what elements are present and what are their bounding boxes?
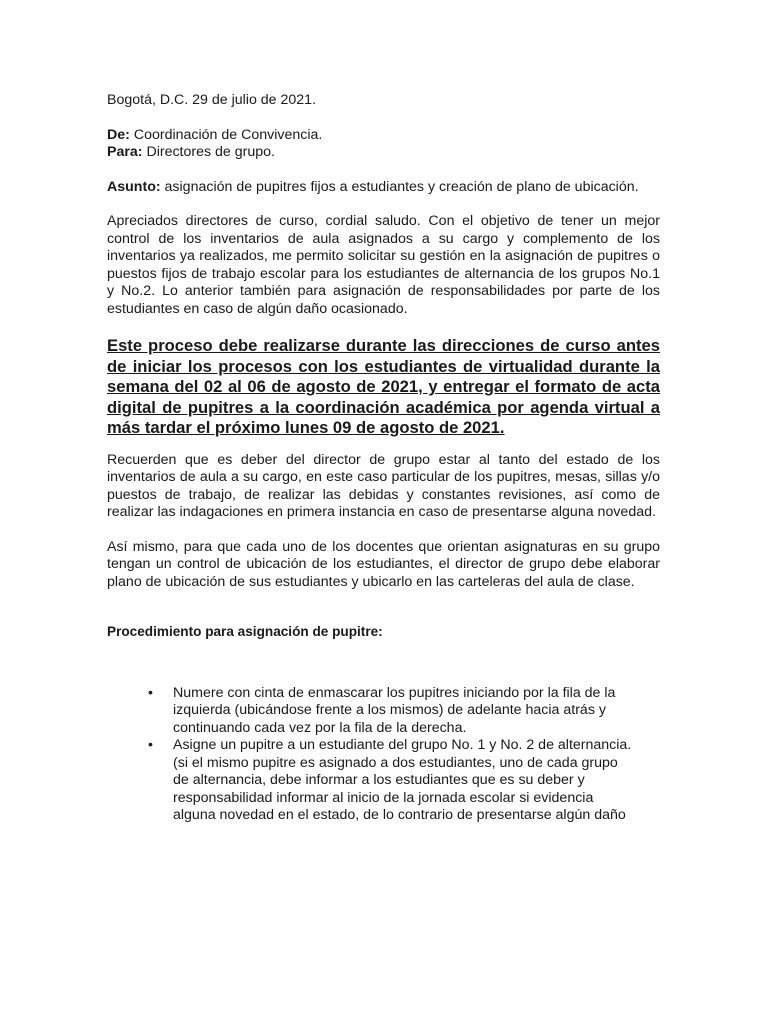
document-page xyxy=(107,92,660,825)
bullet-icon: • xyxy=(148,737,153,753)
bullet-icon: • xyxy=(148,684,153,701)
subject-line xyxy=(107,179,660,197)
highlight-paragraph xyxy=(107,336,660,439)
procedure-step-2: Asigne un pupitre a un estudiante del grupo No. 1 y No. 2 de alternancia. (si el mismo pupitre es asignado a dos estudiantes, uno de cada grupo de alternancia, debe informar a los estudiantes que es su deber y responsabilidad informar al inicio de la jornada escolar si evidencia alguna novedad en el estado, de lo contrario de presentarse algún daño xyxy=(173,737,632,823)
subject-label: Asunto: xyxy=(107,178,161,195)
highlight-part3: el formato de acta digital de xyxy=(107,377,661,417)
highlight-part2: entregar xyxy=(437,377,510,396)
list-item xyxy=(148,737,635,825)
procedure-list xyxy=(148,685,635,825)
intro-paragraph: Apreciados directores de curso, cordial saludo. Con el objetivo de tener un mejor control de los inventarios de aula asignados a su cargo y complemento de los inventarios ya realizados, me permito solicitar su gestión en la asignación de pupitres o puestos fijos de trabajo escolar para los estudiantes de alternancia de los grupos No.1 y No.2. Lo anterior también para asignación de responsabilidades por parte de los estudiantes en caso de algún daño ocasionado. xyxy=(107,213,660,317)
highlight-part5: a la coordinación académica por agenda virtual a más tardar el próximo lunes 09 de agosto de 2021. xyxy=(107,397,660,437)
to-value: Directores de grupo. xyxy=(146,144,275,160)
from-value: Coordinación de Convivencia. xyxy=(133,126,323,143)
letter-date: Bogotá, D.C. 29 de julio de 2021. xyxy=(107,92,317,108)
duty-paragraph: Recuerden que es deber del director de grupo estar al tanto del estado de los inventarios de aula a su cargo, en este caso particular de los pupitres, mesas, sillas y/o puestos de trabajo, de realizar las debidas y constantes revisiones, así como de realizar las indagaciones en primera instancia en caso de presentarse alguna novedad. xyxy=(107,451,660,520)
seating-plan-paragraph: Así mismo, para que cada uno de los docentes que orientan asignaturas en su grupo tengan un control de ubicación de los estudiantes, el director de grupo debe elaborar plano de ubicación de sus estudiantes y ubicarlo en las carteleras del aula de clase. xyxy=(107,538,660,590)
procedure-step-1: Numere con cinta de enmascarar los pupitres iniciando por la fila de la izquierda (ubicándose frente a los mismos) de adelante hacia atrás y continuando cada vez por la fila de la derecha. xyxy=(173,684,616,736)
from-label: De: xyxy=(107,126,130,143)
highlight-part4: pupitres xyxy=(181,397,254,417)
list-item xyxy=(148,685,635,738)
highlight-part1: Este proceso debe realizarse durante las direcciones de curso antes de iniciar los procesos con los estudiantes de virtualidad durante la semana del 02 al 06 de agosto de 2021, y xyxy=(107,336,660,396)
subject-value: asignación de pupitres fijos a estudiantes y creación de plano de ubicación. xyxy=(164,178,639,195)
to-label: Para: xyxy=(107,144,143,160)
from-line xyxy=(107,127,660,145)
procedure-title: Procedimiento para asignación de pupitre: xyxy=(107,624,383,639)
to-line xyxy=(107,144,660,162)
